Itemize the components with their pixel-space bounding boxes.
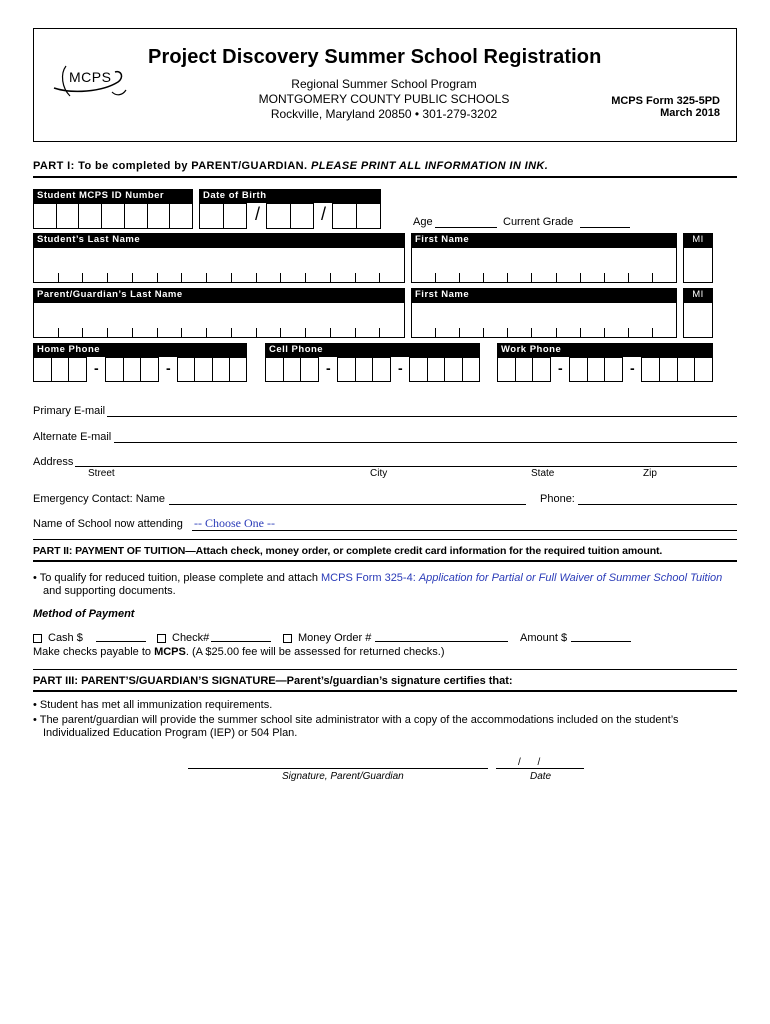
waiver-bullet-cont: and supporting documents.	[43, 585, 176, 597]
part1-rule	[33, 176, 737, 178]
home-phone-dash-2: -	[166, 360, 171, 376]
parent-last-label: Parent/Guardian’s Last Name	[33, 288, 405, 302]
page-title: Project Discovery Summer School Registration	[148, 46, 602, 68]
date-label: Date	[530, 771, 552, 782]
grade-field[interactable]	[580, 227, 630, 228]
primary-email-field[interactable]	[107, 416, 737, 417]
student-id-label: Student MCPS ID Number	[33, 189, 193, 203]
iep-bullet-cont: Individualized Education Program (IEP) or 504 Plan.	[43, 727, 298, 739]
parent-mi-field[interactable]	[683, 302, 713, 338]
emergency-phone-label: Phone:	[540, 493, 575, 505]
logo-text: MCPS	[69, 69, 112, 85]
money-order-option[interactable]: Money Order #	[283, 631, 371, 645]
city-label: City	[370, 468, 388, 479]
home-phone-dash-1: -	[94, 360, 99, 376]
school-select[interactable]: -- Choose One --	[194, 516, 275, 530]
amount-label: Amount $	[520, 632, 568, 644]
parent-mi-label: MI	[683, 288, 713, 302]
dob-year-field[interactable]	[332, 203, 381, 229]
student-last-field[interactable]	[33, 247, 405, 283]
part2-rule	[33, 560, 737, 562]
student-first-field[interactable]	[411, 247, 677, 283]
form-id: MCPS Form 325-5PD	[611, 95, 720, 107]
student-mi-label: MI	[683, 233, 713, 247]
part2-heading: PART II: PAYMENT OF TUITION—Attach check, money order, or complete credit card information for the required tuition amount.	[33, 545, 663, 557]
cash-amount-field[interactable]	[96, 641, 146, 642]
home-phone-prefix[interactable]	[105, 357, 159, 382]
district-name: MONTGOMERY COUNTY PUBLIC SCHOOLS	[258, 92, 510, 106]
money-order-checkbox[interactable]	[283, 634, 292, 643]
parent-first-label: First Name	[411, 288, 677, 302]
signature-field[interactable]	[188, 768, 488, 769]
program-name: Regional Summer School Program	[291, 77, 477, 91]
work-phone-label: Work Phone	[497, 343, 713, 357]
dob-day-field[interactable]	[266, 203, 314, 229]
zip-label: Zip	[643, 468, 657, 479]
waiver-bullet: • To qualify for reduced tuition, please complete and attach MCPS Form 325-4: Application for Partial or Full Waiver of Summer School Tuition	[33, 572, 723, 584]
iep-bullet: • The parent/guardian will provide the summer school site administrator with a copy of the accommodations included on the student’s	[33, 714, 679, 726]
parent-first-field[interactable]	[411, 302, 677, 338]
home-phone-line[interactable]	[177, 357, 247, 382]
alternate-email-label: Alternate E-mail	[33, 431, 112, 443]
cell-phone-dash-1: -	[326, 360, 331, 376]
school-label: Name of School now attending	[33, 518, 183, 530]
alternate-email-field[interactable]	[114, 442, 737, 443]
state-label: State	[531, 468, 555, 479]
date-field[interactable]	[496, 768, 584, 769]
grade-label: Current Grade	[503, 216, 574, 228]
form-date: March 2018	[660, 107, 720, 119]
method-of-payment-label: Method of Payment	[33, 608, 135, 620]
home-phone-area[interactable]	[33, 357, 87, 382]
work-phone-prefix[interactable]	[569, 357, 623, 382]
dob-slash-2: /	[321, 204, 327, 224]
mcps-logo	[52, 62, 132, 102]
cell-phone-dash-2: -	[398, 360, 403, 376]
check-number-field[interactable]	[211, 641, 271, 642]
age-field[interactable]	[435, 227, 497, 228]
cell-phone-label: Cell Phone	[265, 343, 480, 357]
check-option[interactable]: Check#	[157, 631, 209, 645]
part1-heading: PART I: To be completed by PARENT/GUARDIAN. PLEASE PRINT ALL INFORMATION IN INK.	[33, 160, 549, 172]
age-label: Age	[413, 216, 433, 228]
amount-field[interactable]	[571, 641, 631, 642]
primary-email-label: Primary E-mail	[33, 405, 106, 417]
part2-rule-top	[33, 539, 737, 540]
part3-rule-top	[33, 669, 737, 670]
cell-phone-line[interactable]	[409, 357, 480, 382]
home-phone-label: Home Phone	[33, 343, 247, 357]
part3-rule	[33, 690, 737, 692]
money-order-number-field[interactable]	[375, 641, 508, 642]
dob-month-field[interactable]	[199, 203, 247, 229]
date-slashes: / /	[518, 757, 541, 768]
cash-option[interactable]: Cash $	[33, 631, 83, 645]
part3-heading: PART III: PARENT’S/GUARDIAN’S SIGNATURE—Parent’s/guardian’s signature certifies that:	[33, 675, 513, 687]
student-last-label: Student’s Last Name	[33, 233, 405, 247]
work-phone-dash-1: -	[558, 360, 563, 376]
parent-last-field[interactable]	[33, 302, 405, 338]
work-phone-dash-2: -	[630, 360, 635, 376]
dob-slash-1: /	[255, 204, 261, 224]
address-label: Address	[33, 456, 74, 468]
work-phone-area[interactable]	[497, 357, 551, 382]
district-address: Rockville, Maryland 20850 • 301-279-3202	[270, 107, 498, 121]
cell-phone-area[interactable]	[265, 357, 319, 382]
cell-phone-prefix[interactable]	[337, 357, 391, 382]
address-field[interactable]	[75, 466, 737, 467]
street-label: Street	[88, 468, 115, 479]
student-mi-field[interactable]	[683, 247, 713, 283]
dob-label: Date of Birth	[199, 189, 381, 203]
signature-label: Signature, Parent/Guardian	[282, 771, 404, 782]
emergency-name-field[interactable]	[169, 504, 526, 505]
student-first-label: First Name	[411, 233, 677, 247]
immunization-bullet: • Student has met all immunization requirements.	[33, 699, 273, 711]
student-id-field[interactable]	[33, 203, 193, 229]
payable-note: Make checks payable to MCPS. (A $25.00 fee will be assessed for returned checks.)	[33, 646, 445, 658]
emergency-label: Emergency Contact: Name	[33, 493, 166, 505]
emergency-phone-field[interactable]	[578, 504, 737, 505]
waiver-form-link[interactable]: MCPS Form 325-4: Application for Partial or Full Waiver of Summer School Tuition	[321, 572, 723, 584]
cash-checkbox[interactable]	[33, 634, 42, 643]
check-checkbox[interactable]	[157, 634, 166, 643]
work-phone-line[interactable]	[641, 357, 713, 382]
